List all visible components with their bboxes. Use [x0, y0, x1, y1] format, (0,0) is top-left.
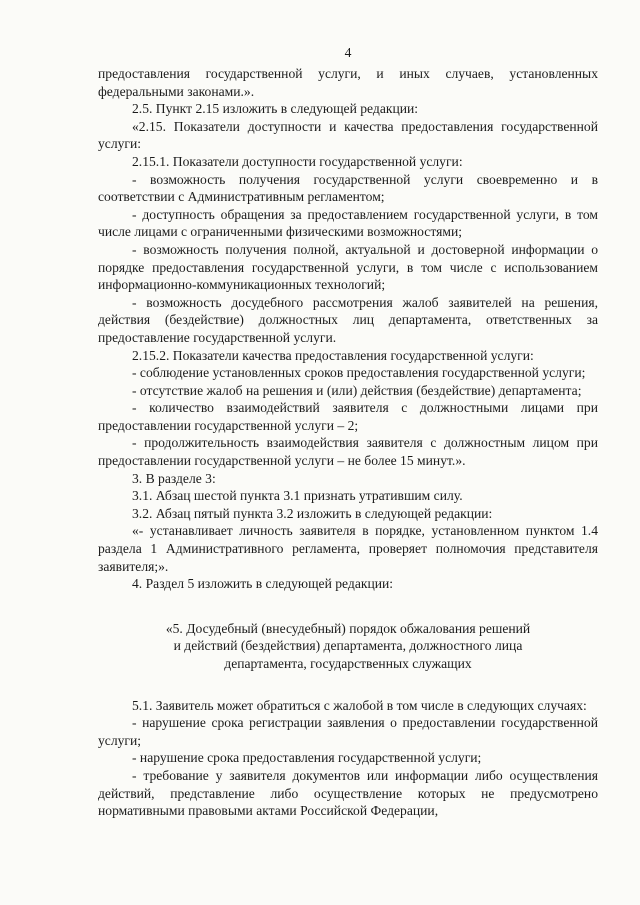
paragraph: - нарушение срока регистрации заявления о предоставлении государственной услуги; — [98, 715, 598, 748]
paragraph: 2.5. Пункт 2.15 изложить в следующей редакции: — [132, 101, 419, 117]
paragraph: 2.15.2. Показатели качества предоставления государственной услуги: — [132, 347, 534, 363]
paragraph: 3.1. Абзац шестой пункта 3.1 признать утратившим силу. — [132, 488, 463, 504]
paragraph: - требование у заявителя документов или информации либо осуществления действий, представление либо осуществление которых не предусмотрено нормативными правовыми актами Российской Федерации, — [98, 767, 598, 819]
paragraph: 4. Раздел 5 изложить в следующей редакции: — [132, 576, 394, 592]
paragraph: «- устанавливает личность заявителя в порядке, установленном пунктом 1.4 раздела 1 Административного регламента, проверяет полномочия представителя заявителя;». — [98, 523, 598, 574]
paragraph: 5.1. Заявитель может обратиться с жалобой в том числе в следующих случаях: — [132, 697, 587, 713]
paragraph: - отсутствие жалоб на решения и (или) действия (бездействие) департамента; — [132, 382, 582, 398]
section-heading — [98, 620, 598, 673]
paragraph: 2.15.1. Показатели доступности государственной услуги: — [132, 153, 463, 169]
paragraph: «2.15. Показатели доступности и качества предоставления государственной услуги: — [98, 118, 598, 152]
page-number: 4 — [344, 45, 352, 60]
heading-line: «5. Досудебный (внесудебный) порядок обжалования решений — [165, 620, 531, 636]
text-block-bottom — [98, 697, 598, 820]
paragraph: - возможность получения полной, актуальной и достоверной информации о порядке предоставления государственной услуги, в том числе с использованием информационно-коммуникационных технологий; — [98, 241, 598, 293]
heading-line: и действий (бездействия) департамента, должностного лица — [173, 638, 523, 654]
paragraph: - нарушение срока предоставления государственной услуги; — [132, 750, 482, 766]
paragraph: - количество взаимодействий заявителя с должностными лицами при предоставлении государственной услуги – 2; — [98, 400, 598, 433]
paragraph: 3. В разделе 3: — [132, 470, 216, 486]
paragraph: - продолжительность взаимодействия заявителя с должностным лицом при предоставлении государственной услуги – не более 15 минут.». — [98, 435, 598, 469]
paragraph: - соблюдение установленных сроков предоставления государственной услуги; — [132, 365, 586, 381]
paragraph: - возможность досудебного рассмотрения жалоб заявителей на решения, действия (бездействие) должностных лиц департамента, ответственных за предоставление государственной услуги. — [98, 294, 598, 345]
paragraph: 3.2. Абзац пятый пункта 3.2 изложить в следующей редакции: — [132, 505, 493, 521]
paragraph: - доступность обращения за предоставлением государственной услуги, в том числе лицами с ограниченными физическими возможностями; — [98, 206, 598, 240]
heading-line: департамента, государственных служащих — [224, 656, 472, 671]
document-body — [98, 65, 598, 820]
paragraph: - возможность получения государственной услуги своевременно и в соответствии с Административным регламентом; — [98, 171, 598, 205]
paragraph: предоставления государственной услуги, и иных случаев, установленных федеральными законами.». — [98, 66, 598, 99]
text-block-top — [98, 65, 598, 593]
